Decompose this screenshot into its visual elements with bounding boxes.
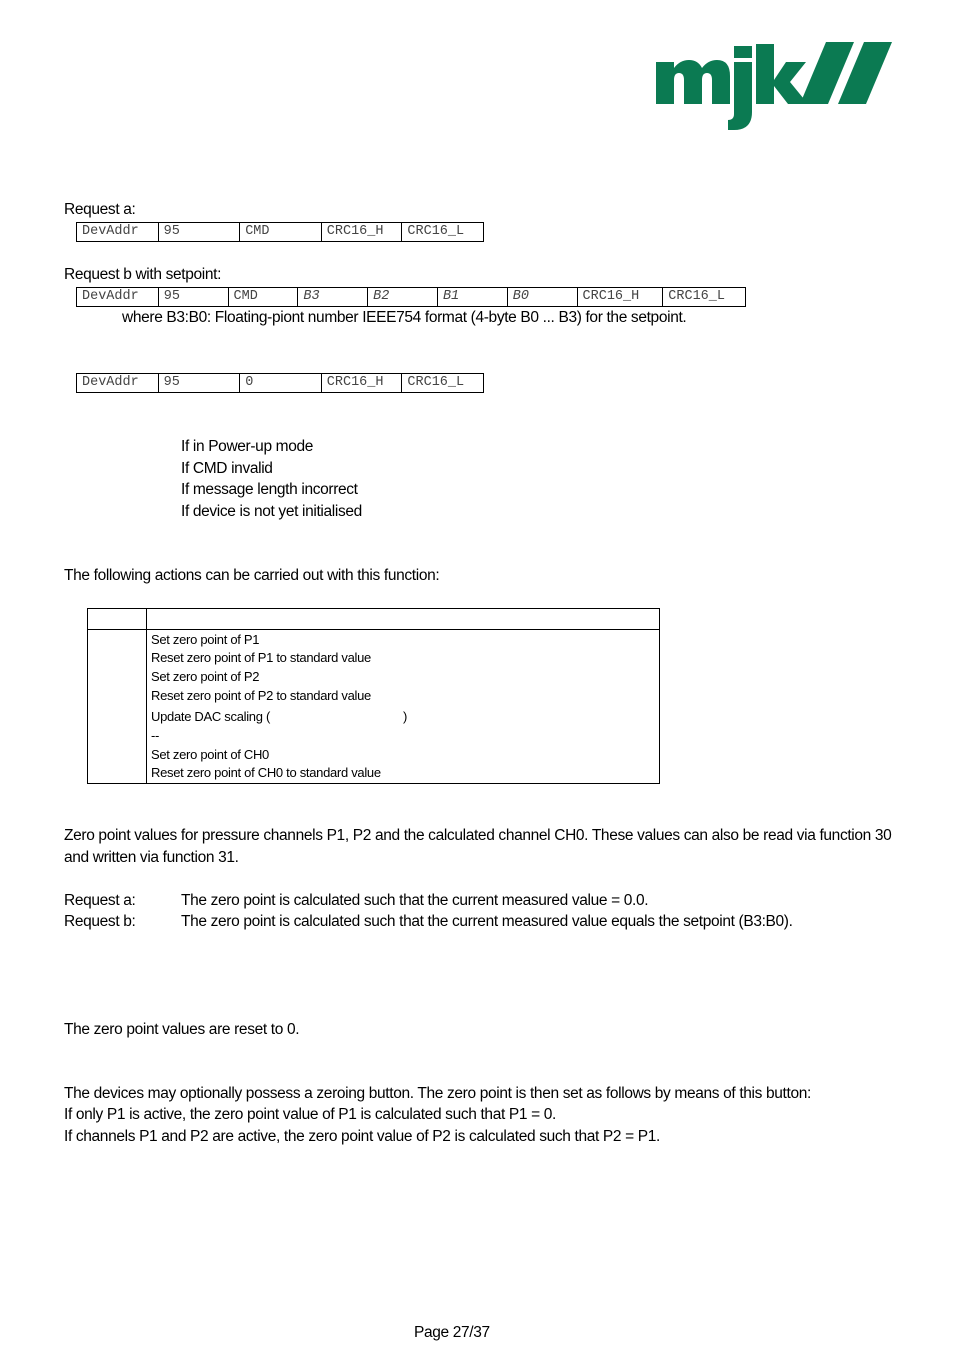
frame-cell: CRC16_H	[578, 288, 664, 306]
action-item: Reset zero point of P2 to standard value	[151, 688, 371, 703]
frame-cell: 0	[240, 374, 322, 392]
page-number: Page 27/37	[414, 1324, 490, 1341]
table-header-divider	[88, 629, 659, 630]
frame-cell: B0	[508, 288, 578, 306]
request-b-label: Request b with setpoint:	[64, 266, 222, 283]
frame-cell: CRC16_L	[668, 289, 725, 304]
button-para: If channels P1 and P2 are active, the zero point value of P2 is calculated such that P2 = P1.	[64, 1128, 661, 1145]
frame-cell: 95	[159, 223, 241, 241]
error-condition: If CMD invalid	[181, 460, 273, 477]
zero-point-para: Zero point values for pressure channels P1, P2 and the calculated channel CH0. These values can also be read via function 30	[64, 827, 892, 844]
action-item: Set zero point of P1	[151, 632, 260, 647]
frame-cell: B2	[368, 288, 438, 306]
frame-cell: CRC16_L	[407, 224, 465, 239]
frame-cell: B1	[438, 288, 508, 306]
button-para: The devices may optionally possess a zeroing button. The zero point is then set as follows by means of this button:	[64, 1085, 811, 1102]
mjk-logo	[654, 40, 898, 132]
frame-cell: B3	[298, 288, 368, 306]
action-item: --	[151, 728, 160, 743]
frame-cell: DevAddr	[77, 288, 159, 306]
req-a-label: Request a:	[64, 892, 136, 909]
req-b-label: Request b:	[64, 913, 136, 930]
frame-cell: DevAddr	[77, 223, 159, 241]
reset-text: The zero point values are reset to 0.	[64, 1021, 300, 1038]
error-condition: If device is not yet initialised	[181, 503, 362, 520]
frame-cell: 95	[159, 374, 241, 392]
req-a-text: The zero point is calculated such that the current measured value = 0.0.	[181, 892, 649, 909]
setpoint-note: where B3:B0: Floating-piont number IEEE754 format (4-byte B0 ... B3) for the setpoint.	[122, 309, 687, 326]
error-condition: If message length incorrect	[181, 481, 358, 498]
action-item: Reset zero point of P1 to standard value	[151, 650, 371, 665]
zero-point-para: and written via function 31.	[64, 849, 239, 866]
action-item: Update DAC scaling (	[151, 709, 270, 724]
req-b-text: The zero point is calculated such that the current measured value equals the setpoint (B3:B0).	[181, 913, 793, 930]
button-para: If only P1 is active, the zero point value of P1 is calculated such that P1 = 0.	[64, 1106, 556, 1123]
frame-cell: 95	[159, 288, 229, 306]
request-a-label: Request a:	[64, 201, 136, 218]
request-a-frame	[76, 222, 484, 242]
actions-intro: The following actions can be carried out with this function:	[64, 567, 440, 584]
frame-cell: CMD	[240, 223, 322, 241]
table-divider	[146, 609, 147, 783]
action-item: Reset zero point of CH0 to standard value	[151, 765, 381, 780]
error-condition: If in Power-up mode	[181, 438, 314, 455]
action-item: Set zero point of CH0	[151, 747, 269, 762]
actions-table	[87, 608, 660, 784]
frame-cell: DevAddr	[77, 374, 159, 392]
action-item: Set zero point of P2	[151, 669, 260, 684]
frame-cell: CMD	[229, 288, 299, 306]
action-item-paren: )	[403, 709, 408, 724]
frame-cell: CRC16_L	[407, 375, 465, 390]
request-b-frame	[76, 287, 746, 307]
response-frame	[76, 373, 484, 393]
frame-cell: CRC16_H	[322, 223, 403, 241]
frame-cell: CRC16_H	[322, 374, 403, 392]
